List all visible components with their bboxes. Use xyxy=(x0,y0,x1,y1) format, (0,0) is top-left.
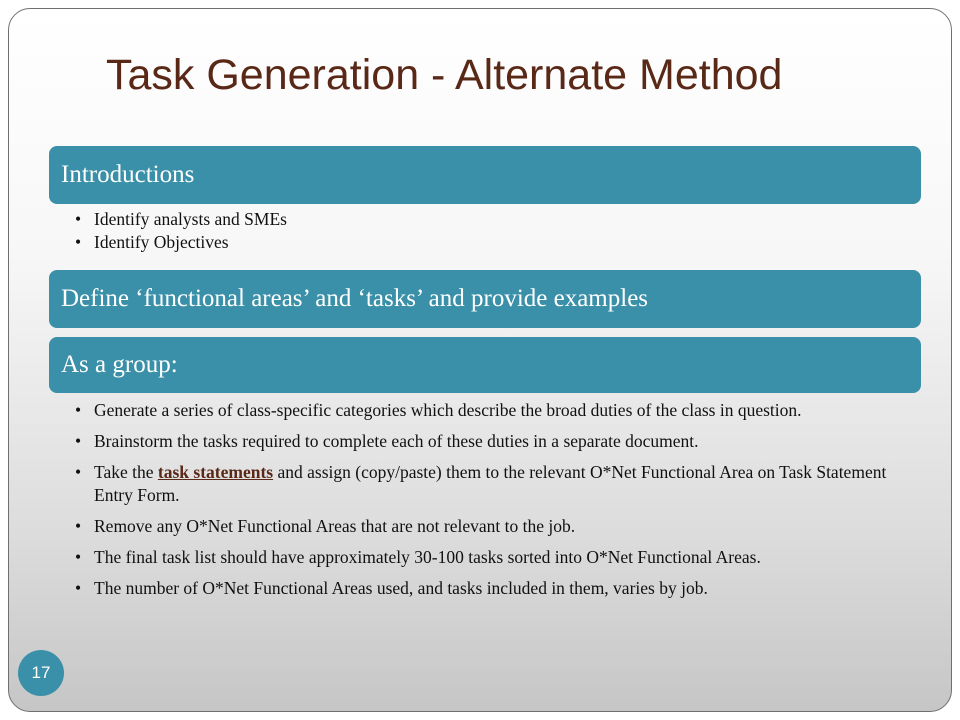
list-item: • Identify analysts and SMEs xyxy=(75,208,915,231)
introductions-bullet-list xyxy=(75,208,915,254)
list-item: • The final task list should have approximately 30-100 tasks sorted into O*Net Functional Areas. xyxy=(75,546,915,569)
list-item: • Identify Objectives xyxy=(75,231,915,254)
task-statements-link[interactable]: task statements xyxy=(157,462,274,482)
group-bullet-list xyxy=(75,399,915,608)
slide-title: Task Generation - Alternate Method xyxy=(106,51,783,99)
page-number-badge: 17 xyxy=(18,650,64,696)
list-item xyxy=(75,461,915,507)
bullet-text-before: Take the xyxy=(94,462,158,482)
slide xyxy=(8,8,952,712)
list-item: • Remove any O*Net Functional Areas that are not relevant to the job. xyxy=(75,515,915,538)
list-item: • Generate a series of class-specific categories which describe the broad duties of the class in question. xyxy=(75,399,915,422)
section-heading-introductions: Introductions xyxy=(49,146,921,204)
section-heading-as-a-group: As a group: xyxy=(49,337,921,393)
list-item: • Brainstorm the tasks required to complete each of these duties in a separate document. xyxy=(75,430,915,453)
bullet-text-after: and assign (copy/paste) them to the relevant O*Net Functional Area on Task Statement Entry Form. xyxy=(94,462,887,505)
section-heading-define: Define ‘functional areas’ and ‘tasks’ and provide examples xyxy=(49,270,921,328)
list-item: • The number of O*Net Functional Areas used, and tasks included in them, varies by job. xyxy=(75,577,915,600)
